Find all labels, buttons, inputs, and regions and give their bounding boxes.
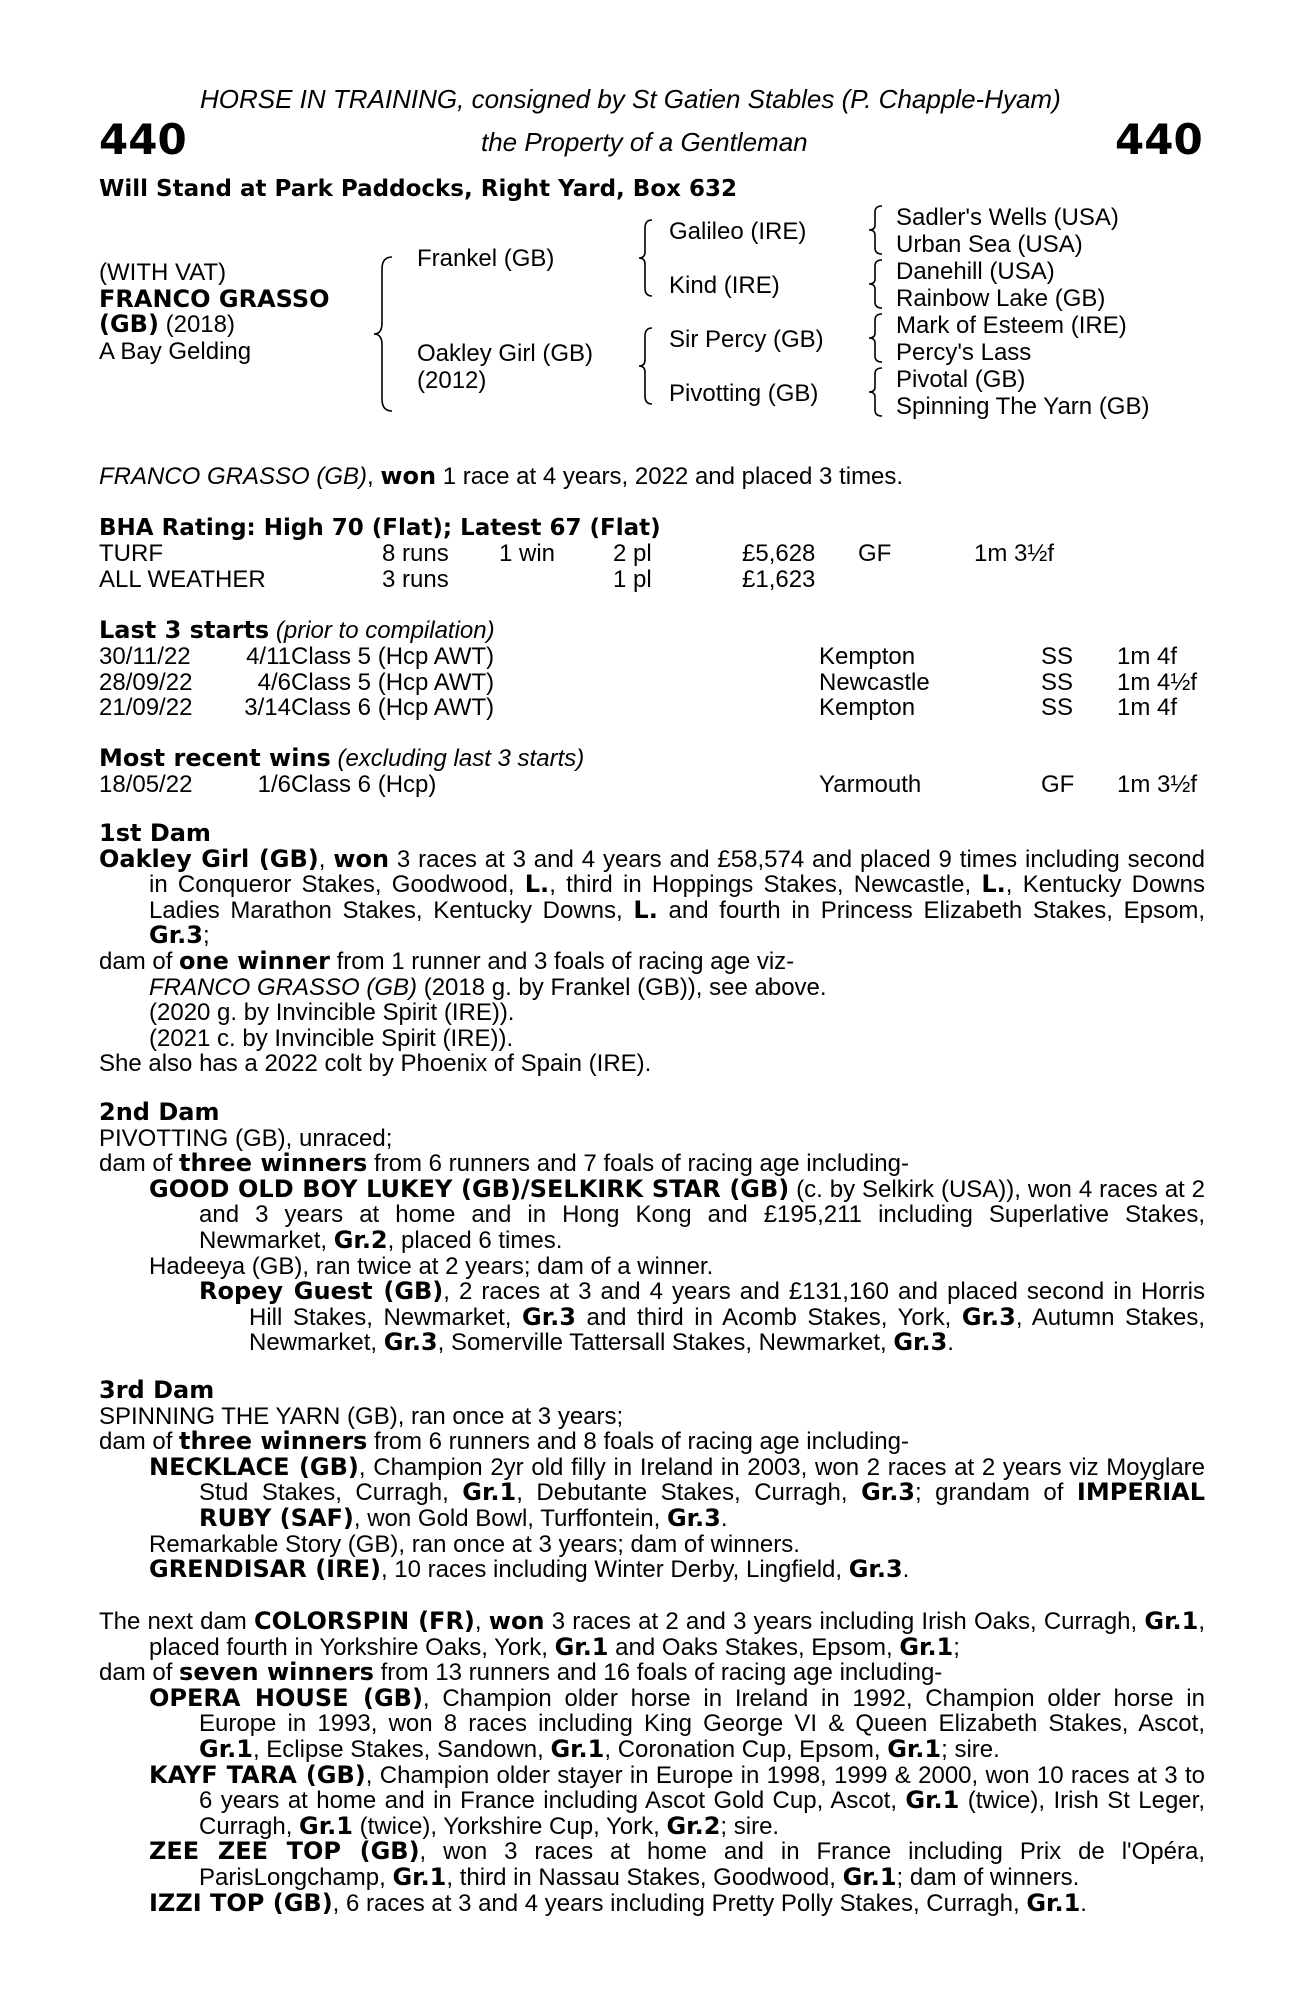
dam2-grandoffspring-1 [99,1279,1205,1356]
text-run: Gr.1 [462,1478,517,1507]
text-run: Gr.1 [899,1632,954,1661]
text-run: KAYF TARA (GB) [149,1760,366,1789]
nextdam-section [99,1609,1205,1916]
text-run: and third in Acomb Stakes, York, [575,1303,962,1331]
text-run: , Debutante Stakes, Curragh, [516,1479,862,1507]
text-run: PIVOTTING (GB), unraced; [99,1124,393,1152]
cell-going: GF [858,540,892,567]
dam2-offspring-2 [99,1254,1205,1280]
text-run: (2018 g. by Frankel (GB)), see above. [417,973,827,1001]
dam1-section [99,821,1205,1077]
cell-date: 30/11/22 [99,643,191,670]
text-run: , won Gold Bowl, Turffontein, [353,1504,667,1532]
pedigree-brace-dam [637,326,655,406]
pedigree-sire-sire: Galileo (IRE) [669,218,807,245]
dam3-grandoffspring-1 [99,1557,1205,1583]
text-run: 3 races at 3 and 4 years and £58,574 and placed 9 times including second in Conqueror Stakes, Goodwood, [149,845,1205,899]
dam2-title: 2nd Dam [99,1098,220,1126]
pedigree-brace-sd [867,258,885,310]
cell-runs: 8 runs [382,540,449,567]
lot-number-left: 440 [99,115,187,164]
text-run: NECKLACE (GB) [149,1452,359,1481]
text-run: (twice), Irish St Leger, Curragh, [199,1787,1205,1840]
text-run: . [720,1504,728,1532]
text-run: L. [524,870,550,899]
cell-surface: ALL WEATHER [99,565,266,593]
text-run: ; sire. [941,1735,1000,1763]
text-run: , Eclipse Stakes, Sandown, [252,1735,551,1763]
text-run: , Champion older stayer in Europe in 1998, 1999 & 2000, won 10 races at 3 to 6 years at home and in France including Ascot Gold Cup, Ascot, [199,1761,1205,1815]
text-run: Gr.1 [1144,1607,1199,1635]
text-run: GRENDISAR (IRE) [149,1555,381,1584]
horse-country-year: (GB) (2018) [99,310,235,338]
text-run: dam of [99,947,180,975]
text-run: Remarkable Story (GB), ran once at 3 years; dam of winners. [149,1530,800,1558]
pedigree-dam-year: (2012) [417,367,487,394]
text-run: , 6 races at 3 and 4 years including Pretty Polly Stakes, Curragh, [332,1889,1027,1917]
dam3-section [99,1378,1205,1583]
text-run: Gr.2 [333,1225,388,1254]
text-run: The next dam [99,1608,254,1635]
pedigree-sire: Frankel (GB) [417,245,555,272]
rating-table [99,541,1209,592]
dam1-colt-note [99,1051,1205,1077]
pedigree-dam-dam: Pivotting (GB) [669,380,819,407]
cell-pos: 4/11 [246,643,291,670]
cell-dist: 1m 4f [1117,694,1178,722]
dam2-record [99,1126,1205,1152]
pedigree-brace-ss [867,204,885,256]
horse-name: FRANCO GRASSO [99,285,330,313]
dam1-foal-3 [99,1026,1205,1052]
pedigree-ddd: Spinning The Yarn (GB) [896,393,1150,420]
pedigree-brace-main [372,255,396,413]
dam3-title: 3rd Dam [99,1376,215,1404]
text-run: , Champion older horse in Ireland in 1992, Champion older horse in Europe in 1993, won 8 races including King George VI & Queen Elizabeth Stakes, Ascot, [199,1684,1205,1738]
cell-course: Kempton [819,694,916,722]
cell-pl: 1 pl [613,565,652,593]
text-run: Gr.3 [893,1328,948,1357]
nextdam-offspring-2 [99,1760,1205,1840]
cell-prize: £5,628 [742,540,816,567]
last3-table [99,644,1209,721]
dam2-offspring-1 [99,1174,1205,1254]
text-run: GOOD OLD BOY LUKEY (GB)/SELKIRK STAR (GB) [149,1174,790,1203]
text-run: dam of [99,1428,180,1456]
dam2-section [99,1100,1205,1356]
cell-pos: 1/6 [257,771,291,798]
cell-cls: Class 6 (Hcp AWT) [291,694,495,722]
dam3-record [99,1404,1205,1430]
cell-pos: 4/6 [257,668,291,696]
text-run: (c. by Selkirk (USA)), won 4 races at 2 and 3 years at home and in Hong Kong and £195,211 including Superlative Stakes, Newmarket, [199,1175,1205,1254]
dam1-record [99,844,1205,950]
text-run: COLORSPIN (FR) [253,1607,475,1635]
cell-wins: 1 win [499,540,556,567]
cell-dist: 1m 3½f [974,540,1055,567]
race-summary: FRANCO GRASSO (GB), won 1 race at 4 years, 2022 and placed 3 times. [99,462,904,490]
text-run: Gr.1 [554,1632,609,1661]
text-run: 3 races at 2 and 3 years including Irish Oaks, Curragh, [544,1608,1145,1635]
text-run: Gr.1 [299,1811,353,1840]
dam1-title: 1st Dam [99,819,211,847]
text-run: , Kentucky Downs Ladies Marathon Stakes, Kentucky Downs, [149,871,1205,924]
text-run: Gr.1 [1026,1888,1081,1917]
cell-date: 18/05/22 [99,771,193,798]
pedigree-brace-ds [867,312,885,364]
text-run: OPERA HOUSE (GB) [149,1683,423,1712]
cell-date: 21/09/22 [99,694,193,722]
consignor-line: HORSE IN TRAINING, consigned by St Gatien Stables (P. Chapple-Hyam) [200,84,1061,114]
horse-description: A Bay Gelding [99,338,252,365]
text-run: Hadeeya (GB), ran twice at 2 years; dam of a winner. [149,1252,714,1280]
text-run: and fourth in Princess Elizabeth Stakes, Epsom, [657,896,1205,924]
text-run: She also has a 2022 colt by Phoenix of Spain (IRE). [99,1050,652,1078]
text-run: dam of [99,1150,180,1178]
text-run: , 10 races including Winter Derby, Lingfield, [380,1556,849,1584]
text-run: ; dam of winners. [896,1863,1080,1891]
text-run: seven winners [179,1658,374,1687]
text-run: from 6 runners and 8 foals of racing age including- [367,1428,909,1456]
text-run: ; [953,1633,960,1661]
text-run: Gr.3 [149,921,203,950]
text-run: , [474,1608,489,1635]
cell-surface: TURF [99,540,163,567]
text-run: ZEE ZEE TOP (GB) [149,1837,420,1866]
text-run: , Autumn Stakes, Newmarket, [249,1303,1205,1357]
text-run: , placed fourth in Yorkshire Oaks, York, [149,1608,1205,1661]
text-run: Gr.1 [199,1734,253,1763]
text-run: Gr.3 [522,1302,576,1331]
text-run: Gr.1 [887,1734,942,1763]
last3-title: Last 3 starts (prior to compilation) [99,616,495,644]
cell-runs: 3 runs [382,565,449,593]
text-run: , Coronation Cup, Epsom, [604,1735,888,1763]
text-run: ; sire. [720,1812,780,1840]
dam2-produce [99,1151,1205,1177]
pedigree-sss: Sadler's Wells (USA) [896,204,1119,231]
dam1-produce [99,946,1205,975]
vat-label: (WITH VAT) [99,259,227,286]
pedigree-brace-dd [867,366,885,418]
nextdam-offspring-1 [99,1683,1205,1763]
text-run: ; grandam of [915,1479,1077,1507]
text-run: Gr.2 [666,1811,721,1840]
pedigree-dds: Pivotal (GB) [896,366,1026,393]
text-run: . [1080,1889,1087,1917]
text-run: Gr.3 [383,1328,438,1357]
pedigree-sds: Danehill (USA) [896,258,1055,285]
pedigree-ssd: Urban Sea (USA) [896,231,1083,258]
text-run: FRANCO GRASSO (GB) [149,973,418,1001]
text-run: Gr.1 [550,1734,605,1763]
cell-date: 28/09/22 [99,668,193,696]
text-run: (2020 g. by Invincible Spirit (IRE)). [149,999,515,1027]
text-run: , 2 races at 3 and 4 years and £131,160 and placed second in Horris Hill Stakes, Newmarket, [249,1278,1205,1331]
text-run: and Oaks Stakes, Epsom, [608,1633,900,1661]
pedigree-sire-dam: Kind (IRE) [669,272,780,299]
text-run: , Somerville Tattersall Stakes, Newmarket, [437,1329,894,1357]
text-run: IZZI TOP (GB) [149,1888,333,1917]
pedigree-sdd: Rainbow Lake (GB) [896,285,1106,312]
cell-going: SS [1041,668,1074,696]
recent-table [99,772,1209,798]
text-run: , placed 6 times. [387,1226,563,1254]
cell-cls: Class 6 (Hcp) [291,771,437,798]
text-run: from 6 runners and 7 foals of racing age including- [367,1150,909,1178]
text-run: , third in Hoppings Stakes, Newcastle, [549,871,982,899]
cell-dist: 1m 4f [1117,643,1178,670]
table-row [99,567,1209,593]
table-row [99,670,1209,696]
text-run: (twice), Yorkshire Cup, York, [352,1812,667,1840]
text-run: Gr.3 [861,1478,916,1507]
dam3-offspring-1 [99,1452,1206,1532]
cell-going: GF [1041,771,1075,798]
table-row [99,695,1209,721]
cell-course: Yarmouth [819,771,922,798]
nextdam-produce [99,1660,1205,1686]
recent-title: Most recent wins (excluding last 3 starts) [99,744,585,772]
text-run: , won 3 races at home and in France including Prix de l'Opéra, ParisLongchamp, [199,1838,1205,1891]
cell-dist: 1m 4½f [1117,668,1198,696]
text-run: L. [981,870,1006,899]
cell-pos: 3/14 [244,694,291,722]
table-row [99,541,1209,567]
pedigree-dam: Oakley Girl (GB) [417,340,594,367]
text-run: Ropey Guest (GB) [199,1277,444,1306]
nextdam-record [99,1609,1205,1660]
text-run: one winner [179,946,330,975]
dam3-produce [99,1429,1205,1455]
text-run: . [947,1329,954,1357]
text-run: SPINNING THE YARN (GB), ran once at 3 years; [99,1402,624,1430]
dam1-foal-2 [99,1000,1205,1026]
nextdam-offspring-3 [99,1839,1205,1890]
text-run: Gr.3 [961,1302,1016,1331]
cell-cls: Class 5 (Hcp AWT) [291,668,495,696]
text-run: (2021 c. by Invincible Spirit (IRE)). [149,1024,514,1052]
text-run: Gr.1 [842,1862,897,1891]
stand-location: Will Stand at Park Paddocks, Right Yard, Box 632 [99,176,737,202]
text-run: Gr.3 [848,1555,903,1584]
text-run: Gr.3 [666,1503,721,1532]
text-run: three winners [179,1427,368,1456]
text-run: L. [633,895,658,924]
text-run: from 1 runner and 3 foals of racing age viz- [329,947,795,975]
pedigree-dsd: Percy's Lass [896,339,1032,366]
nextdam-grandoffspring-1 [99,1888,1205,1917]
cell-cls: Class 5 (Hcp AWT) [291,643,495,670]
cell-course: Newcastle [819,668,930,696]
text-run: . [902,1556,910,1584]
text-run: three winners [179,1149,368,1178]
text-run: won [333,844,390,873]
cell-going: SS [1041,643,1074,670]
dam3-offspring-2 [99,1532,1205,1558]
table-row [99,644,1209,670]
text-run: from 13 runners and 16 foals of racing age including- [373,1659,943,1687]
cell-course: Kempton [819,643,916,670]
text-run: Gr.1 [905,1786,960,1815]
text-run: ; [202,922,210,950]
text-run: , third in Nassau Stakes, Goodwood, [446,1863,843,1891]
bha-rating: BHA Rating: High 70 (Flat); Latest 67 (Flat) [99,515,661,541]
cell-prize: £1,623 [742,565,816,593]
pedigree-brace-sire [637,218,655,298]
text-run: dam of [99,1659,180,1687]
text-run: won [488,1607,545,1635]
cell-dist: 1m 3½f [1117,771,1198,798]
dam1-foal-1 [99,975,1205,1001]
text-run: Gr.1 [392,1862,447,1891]
lot-number-right: 440 [1115,115,1203,164]
pedigree-dam-sire: Sir Percy (GB) [669,326,824,353]
table-row [99,772,1209,798]
property-line: the Property of a Gentleman [481,127,808,157]
pedigree-dss: Mark of Esteem (IRE) [896,312,1127,339]
cell-pl: 2 pl [613,540,652,567]
cell-going: SS [1041,694,1074,722]
text-run: IMPERIAL RUBY (SAF) [199,1478,1205,1532]
text-run: , Champion 2yr old filly in Ireland in 2003, won 2 races at 2 years viz Moyglare Stud Stakes, Curragh, [199,1453,1206,1507]
text-run: Oakley Girl (GB) [99,844,319,873]
text-run: , [318,845,334,873]
